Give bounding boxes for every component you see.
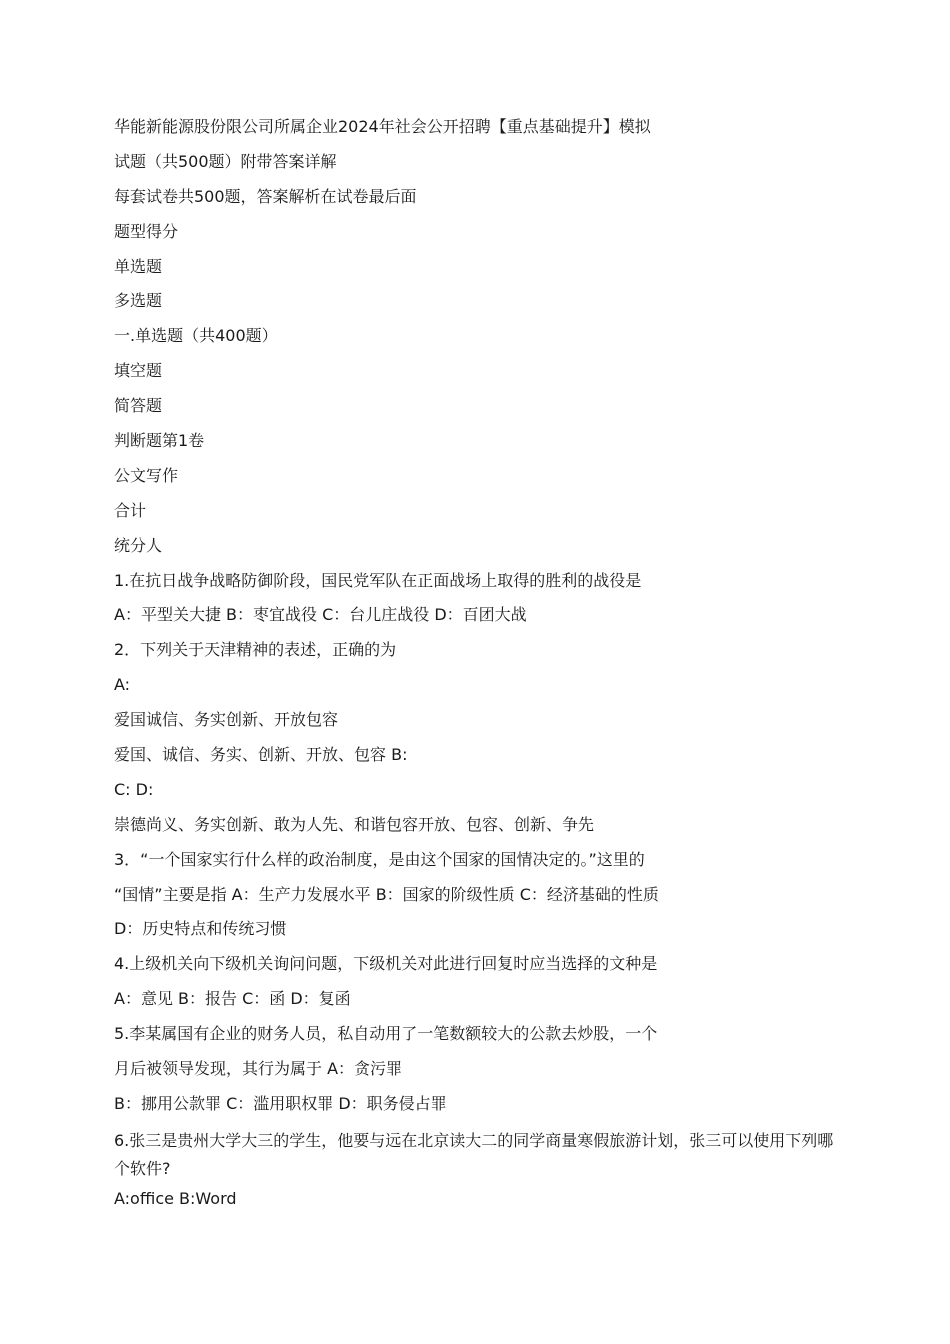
score-row-short-answer: 简答题 bbox=[114, 396, 163, 416]
question-3-option-d: D：历史特点和传统习惯 bbox=[114, 919, 287, 939]
title-line-1: 华能新能源股份限公司所属企业2024年社会公开招聘【重点基础提升】模拟 bbox=[114, 117, 651, 136]
question-2: 2．下列关于天津精神的表述，正确的为 bbox=[114, 640, 397, 660]
question-2-option-text: 爱国、诚信、务实、创新、开放、包容 B: bbox=[114, 745, 408, 765]
question-4: 4.上级机关向下级机关询问问题，下级机关对此进行回复时应当选择的文种是 bbox=[114, 954, 658, 974]
score-row-fill-blank: 填空题 bbox=[114, 361, 163, 381]
score-table-header: 题型得分 bbox=[114, 221, 179, 241]
score-row-official-writing: 公文写作 bbox=[114, 465, 179, 485]
question-1: 1.在抗日战争战略防御阶段，国民党军队在正面战场上取得的胜利的战役是 bbox=[114, 570, 642, 590]
question-5-options: B：挪用公款罪 C：滥用职权罪 D：职务侵占罪 bbox=[114, 1093, 447, 1113]
question-3: 3．“一个国家实行什么样的政治制度，是由这个国家的国情决定的。”这里的 bbox=[114, 849, 645, 869]
title-line-2: 试题（共500题）附带答案详解 bbox=[114, 151, 337, 171]
question-5: 5.李某属国有企业的财务人员，私自动用了一笔数额较大的公款去炒股，一个 bbox=[114, 1024, 658, 1044]
question-2-option-labels: C: D: bbox=[114, 779, 154, 799]
question-2-option-text: 崇德尚义、务实创新、敢为人先、和谐包容开放、包容、创新、争先 bbox=[114, 814, 595, 834]
question-6: 6.张三是贵州大学大三的学生，他要与远在北京读大二的同学商量寒假旅游计划，张三可以使用下列哪个软件? bbox=[114, 1130, 834, 1178]
question-1-options: A：平型关大捷 B：枣宜战役 C：台儿庄战役 D：百团大战 bbox=[114, 605, 527, 625]
score-row-true-false: 判断题第1卷 bbox=[114, 431, 205, 451]
score-row-total: 合计 bbox=[114, 500, 147, 520]
section-heading-single-choice: 一.单选题（共400题） bbox=[114, 326, 278, 346]
question-3-continued: “国情”主要是指 A：生产力发展水平 B：国家的阶级性质 C：经济基础的性质 bbox=[114, 884, 659, 904]
question-5-continued: 月后被领导发现，其行为属于 A：贪污罪 bbox=[114, 1059, 403, 1079]
question-2-option-text: 爱国诚信、务实创新、开放包容 bbox=[114, 710, 339, 730]
question-4-options: A：意见 B：报告 C：函 D：复函 bbox=[114, 989, 351, 1009]
exam-note: 每套试卷共500题，答案解析在试卷最后面 bbox=[114, 186, 417, 206]
document-body bbox=[114, 115, 844, 1222]
score-row-single-choice: 单选题 bbox=[114, 256, 163, 276]
score-row-grader: 统分人 bbox=[114, 535, 163, 555]
question-6-options: A:office B:Word bbox=[114, 1188, 237, 1208]
score-row-multiple-choice: 多选题 bbox=[114, 291, 163, 311]
question-2-option-a-label: A: bbox=[114, 675, 131, 695]
